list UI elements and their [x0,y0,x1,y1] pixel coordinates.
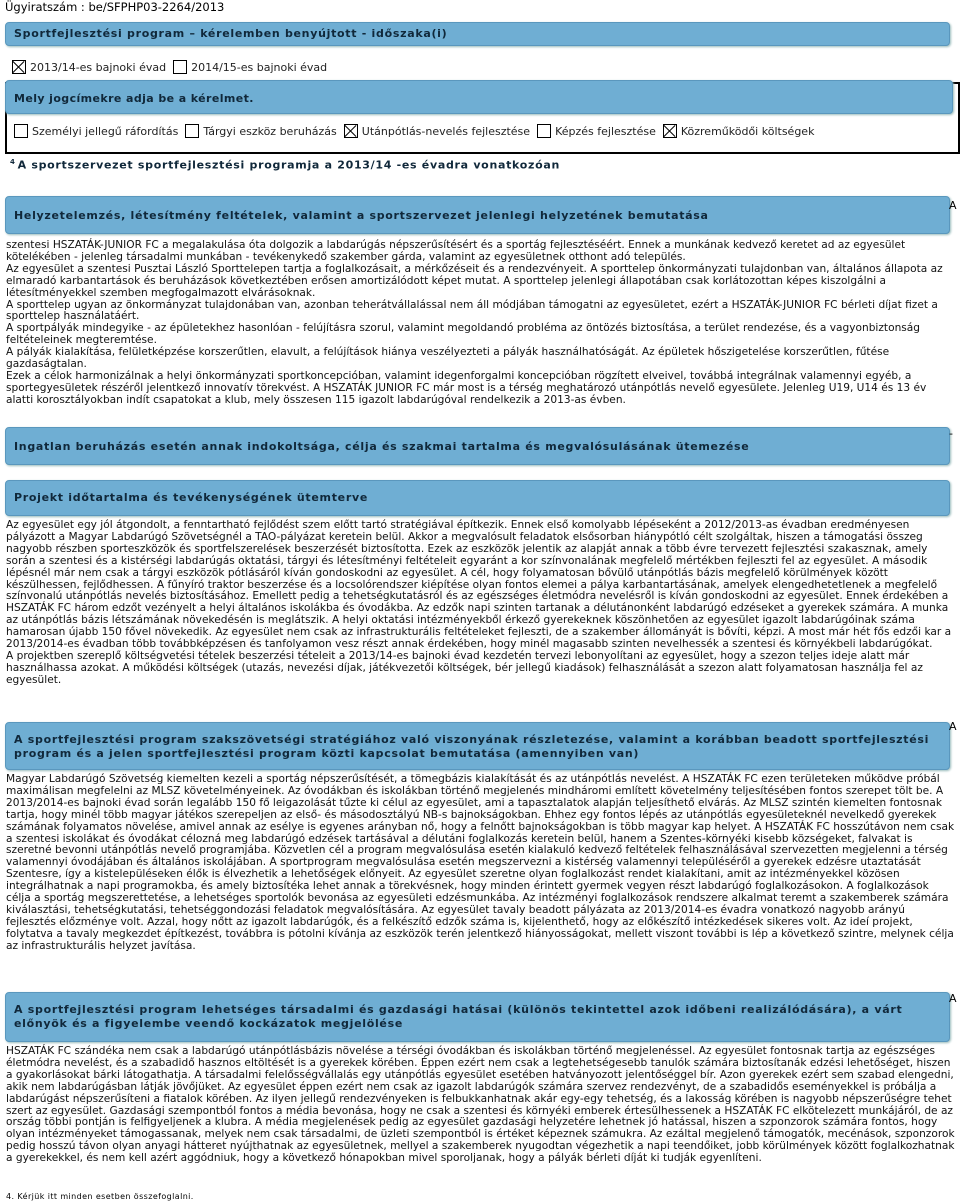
section-bar-program-period [5,22,950,46]
paragraph: Magyar Labdarúgó Szövetség kiemelten kezeli a sportág népszerűsítését, a tömegbázis kialakítását és az utánpótlás nevelést. A HSZATÁK FC ezen területeken működve próbál maximálisan megfelelni az MLSZ követelményeinek. Az óvodákban és iskolákban történő megjelenés mindháromi említett követelmény teljesítésében fontos szerepet tölt be. A 2013/2014-es bajnoki évad során legalább 150 fő leigazolását tűzte ki célul az egyesület, ami a tapasztalatok alapján teljesíthető elvárás. Az MLSZ szintén kiemelten fontosnak tartja, hogy minél több magyar játékos szerepeljen az első- és másodosztályú NB-s bajnokságokban. Ehhez egy fontos lépés az utánpótlás egyesületeknél nevelkedő gyerekek számának folyamatos növelése, amivel annak az esélye is egyenes arányban nő, hogy a felnőtt bajnokságokban is több magyar kap helyet. A HSZATÁK FC hosszútávon nem csak a szentesi iskolákat és óvodákat célozná meg labdarúgó edzések tartásával a délutáni foglalkozás keretein belül, hanem a Szentes-környéki kisebb községeket, falvakat is szeretné bevonni utánpótlás nevelő programjába. Közvetlen cél a program megvalósulása esetén kialakuló kedvező feltételek felhasználásával szervezetten megjelenni a térség valamennyi óvodájában és általános iskolájában. A sportprogram megvalósulása esetén megszervezni a kistérség valamennyi településéről a gyerekek edzésre utaztatását Szentesre, így a kistelepüléseken élők is élvezhetik a lehetőségek előnyeit. Az egyesület szeretne olyan foglalkozást rendet kialakítani, amit az intézményekkel közösen integrálhatnak a napi programokba, és amely biztosítéka lehet annak a törekvésnek, hogy minden érintett gyermek vegyen részt labdarúgó foglalkozásokon. A foglalkozások célja a sportág megszerettetése, a lehetséges sportolók bevonása az egyesületi edzésmunkába. Az intézményi foglalkozások rendszere alkalmat teremt a szakemberek számára kiválasztási, tehetségkutatási, tehetséggondozási feladatok megvalósítására. Az egyesület tavaly beadott pályázata az 2013/2014-es évadra vonatkozó nagyobb arányú fejlesztés előzménye volt. Azzal, hogy nőtt az igazolt labdarúgók, és a felkészítő edzők száma is, kijelenthető, hogy az előkészítő intézkedések sikeres volt. Az ideí projekt, folytatva a tavaly megkezdet építkezést, továbbra is pótolni kívánja az eszközök terén jelentkező hiányosságokat, mellett viszont további is lép a következő szintre, melynek célja az infrastrukturális helyzet javítása. [6,773,955,952]
paragraph: szentesi HSZATÁK-JUNIOR FC a megalakulása óta dolgozik a labdarúgás népszerűsítésért és a sportág fejlesztéséért. Ennek a munkának kedvező keretet ad az egyesület kötelékében - jelenleg társadalmi munkában - tevékenykedő szakember gárda, valamint az egyesületnek otthont adó település. [6,239,906,263]
footnote: 4. Kérjük itt minden esetben összefoglalni. [6,1192,194,1201]
paragraph: Az egyesület a szentesi Pusztai László Sporttelepen tartja a foglalkozásait, a mérkőzéseit és a rendezvényeit. A sporttelep önkormányzati tulajdonban van, általános állapota az elmaradó karbantartások és beruházások következtében erősen amortizálódott képet mutat. A sporttelep jelenlegi állapotában csak korlátozottan képes kiszolgálni a létesítményekkel szemben megfogalmazott elvárásoknak. [6,262,943,299]
basis-label-training: Képzés fejlesztése [555,124,656,138]
basis-label-contributor: Közreműködői költségek [680,124,815,138]
basis-label-youth: Utánpótlás-nevelés fejlesztése [361,124,531,138]
basis-checkboxes [14,124,821,138]
section-title-federation: A sportfejlesztési program szakszövetségi stratégiához való viszonyának részletezése, valamint a korábban beadott sportfejlesztési program és a jelen sportfejlesztési program közti kapcsolat bemutatása (amennyiben van) [14,733,930,760]
season-label-2014-15: 2014/15-es bajnoki évad [191,60,328,74]
paragraph: A sporttelep ugyan az önkormányzat tulajdonában van, azonban teherátvállalással nem áll módjában támogatni az egyesületet, ezért a HSZATÁK-JUNIOR FC bérleti díjat fizet a sporttelep használatáért. [6,298,938,323]
season-label-2013-14: 2013/14-es bajnoki évad [30,60,167,74]
status-mark-situation: A [949,199,957,212]
section-title-basis: Mely jogcímekre adja be a kérelmet. [14,92,254,105]
section-title-schedule: Projekt időtartalma és tevékenységének ütemterve [14,491,368,504]
basis-checkbox-asset[interactable] [185,124,199,138]
section-title-impact: A sportfejlesztési program lehetséges társadalmi és gazdasági hatásai (különös tekintettel azok időbeni realizálódására), a várt előnyök és a figyelembe veendő kockázatok megjelölése [14,1003,903,1030]
paragraph: HSZATÁK FC szándéka nem csak a labdarúgó utánpótlásbázis növelése a térségi óvodákban és iskolákban történő megjelenéssel. Az egyesület fontosnak tartja az egészséges életmódra nevelést, és a szabadidő hasznos eltöltését is a gyerekek körében. Éppen ezért nem csak a legtehetségesebb tanulók számára biztosítanák edzési lehetőséget, hiszen a gyakorlásokat bárki látogathatja. A társadalmi felelősségvállalás egy utánpótlás egyesület esetében hatványozott jelentőséggel bír. Azon gyerekek ezért sem szabad elengedni, akik nem labdarúgásban látják jövőjüket. Az egyesület éppen ezért nem csak az igazolt labdarúgók számára szervez rendezvényt, de a szabadidős eseményekkel is próbálja a labdarúgást népszerűsíteni a fiatalok körében. Az ilyen jellegű rendezvényeken is felbukkanhatnak akár egy-egy tehetség, és a lakosság körében is nagyobb népszerűségre tehet szert az egyesület. Gazdasági szempontból fontos a média bevonása, hogy ne csak a szentesi és környéki emberek értesülhessenek a HSZATÁK FC elkötelezett munkájáról, de az ország többi pontján is felfigyeljenek a klubra. A média megjelenések pedig az egyesület gazdasági helyzetére lehetnek jó hatással, hiszen a szponzorok számára fontos, hogy olyan intézményeket támogassanak, melyek nem csak társadalmi, de üzleti szempontból is értéket képeznek számukra. Az ezáltal megjelenő támogatók, mecénások, szponzorok pedig hosszú távon olyan anyagi hátteret nyújthatnak az egyesületnek, mellyel a szakemberek nyugodtan végezhetik a napi teendőiket, jobb körülmények között foglalkozhatnak a gyerekekkel, és nem kell azért aggódniuk, hogy a következő hónapokban mivel sporoljanak, hogy a pályák bérleti díját ki tudják egyenlíteni. [6,1045,955,1165]
section-bar-basis [5,80,953,114]
footnote-ref: 4 [10,158,16,166]
basis-label-personal: Személyi jellegű ráfordítás [32,124,179,138]
program-heading [10,158,560,172]
season-checkbox-2014-15[interactable] [173,60,187,74]
paragraph: A projektben szereplő költségvetési tételek beszerzési tételeit a 2013/14-es bajnoki évad kezdetén tervezi lebonyolítani az egyesület, hogy a szezon teljes ideje alatt már használhassa azokat. A működési költségek (utazás, nevezési díjak, játékvezetői költségek, bér jellegű kiadások) felhasználását a szezon alatt folyamatosan használja fel az egyesület. [6,649,923,686]
season-checkbox-2013-14[interactable] [12,60,26,74]
paragraph: Az egyesület egy jól átgondolt, a fenntartható fejlődést szem előtt tartó stratégiával építkezik. Ennek első komolyabb lépéseként a 2012/2013-as évadban eredményesen pályázott a Magyar Labdarúgó Szövetségnél a TAO-pályázat keretein belül. Akkor a megvalósult feladatok elsősorban hiánypótló célt szolgáltak, hiszen a támogatási összeg nagyobb részben sporteszközök és sportfelszerelések beszerzését biztosította. Ezek az eszközök jelentik az alapját annak a több évre tervezett fejlesztési szakasznak, amely során a szentesi és a kistérségi labdarúgás oktatási, tárgyi és létesítményi feltételeit egyaránt a kor színvonalának megfelelő mértékben fejleszti fel az egyesület. A második lépésnél már nem csak a tárgyi eszközök pótlásáról kíván gondoskodni az egyesület. A cél, hogy folyamatosan bővülő utánpótlás bázis megfelelő körülmények között készülhessen, fejlődhessen. A fűnyíró traktor beszerzése és a locsolórendszer kiépítése olyan fontos elemei a pálya karbantartásának, amelyek elengedhetetlenek a megfelelő színvonalú utánpótlás nevelés biztosításához. Emellett pedig a tehetségkutatásról és az egészséges életmódra nevelésről is kíván gondoskodni az egyesület. Ennek érdekében a HSZATÁK FC három edzőt vezényelt a helyi általános iskolákba és óvodákba. Az edzők napi szinten tartanak a délutánonként labdarúgó edzéseket a gyerekek számára. A munka az utánpótlás bázis létszámának növekedésén is meglátszik. A helyi oktatási intézményekből érkező gyerekeknek köszönhetően az egyesület igazolt labdarúgóinak száma hamarosan újabb 150 fővel növekedik. Az egyesület nem csak az infrastrukturális feltételeket fejleszti, de a szakember állományát is bővíti, képzi. A most már hét fős edzői kar a 2013/2014-es évadban több továbbképzésen és tanfolyamon vesz részt annak érdekében, hogy minél magasabb szinten nevelhessék a szentesi és környékbeli labdarúgókat. [6,519,952,651]
situation-text [6,240,956,407]
section-title-situation: Helyzetelemzés, létesítmény feltételek, valamint a sportszervezet jelenlegi helyzetének bemutatása [14,209,709,222]
impact-text [6,1046,956,1165]
status-mark-impact: A [949,992,957,1005]
section-bar-federation [5,722,950,770]
program-heading-text: A sportszervezet sportfejlesztési programja a 2013/14 -es évadra vonatkozóan [17,158,561,172]
section-title-property: Ingatlan beruházás esetén annak indokoltsága, célja és szakmai tartalma és megvalósulásának ütemezése [14,440,750,453]
section-bar-property [5,427,950,465]
federation-text [6,774,956,953]
paragraph: Ezek a célok harmonizálnak a helyi önkormányzati sportkoncepcióban, valamint idegenforgalmi koncepcióban rögzített elveivel, továbbá integrálnak valamennyi egyéb, a sportegyesületek részéről jelentkező innovatív törekvést. A HSZATÁK JUNIOR FC már most is a térség meghatározó utánpótlás nevelő egyesülete. Jelenleg U19, U14 és 13 év alatti korosztályokban indít csapatokat a klub, mely összesen 115 igazolt labdarúgóval rendelkezik a 2013-as évben. [6,369,927,406]
status-mark-property: - [949,427,953,440]
section-bar-impact [5,992,950,1042]
basis-checkbox-contributor[interactable] [663,124,677,138]
paragraph: A pályák kialakítása, felületképzése korszerűtlen, elavult, a felújítások hiánya veszélyezteti a pályák használhatóságát. Az épületek hőszigetelése korszerűtlen, fűtése gazdaságtalan. [6,346,890,371]
season-checkboxes [12,60,334,74]
schedule-text [6,520,956,687]
basis-checkbox-youth[interactable] [344,124,358,138]
status-mark-federation: A [949,720,957,733]
basis-checkbox-personal[interactable] [14,124,28,138]
section-bar-schedule [5,480,950,516]
section-title-program-period: Sportfejlesztési program – kérelemben benyújtott - időszaka(i) [14,27,448,40]
section-bar-situation [5,196,950,234]
paragraph: A sportpályák mindegyike - az épületekhez hasonlóan - felújításra szorul, valamint megoldandó probléma az öntözés biztosítása, a terület rendezése, és a vagyonbiztonság feltételeinek megteremtése. [6,322,921,347]
basis-label-asset: Tárgyi eszköz beruházás [203,124,337,138]
document-reference: Ügyiratszám : be/SFPHP03-2264/2013 [5,0,225,14]
basis-checkbox-training[interactable] [537,124,551,138]
